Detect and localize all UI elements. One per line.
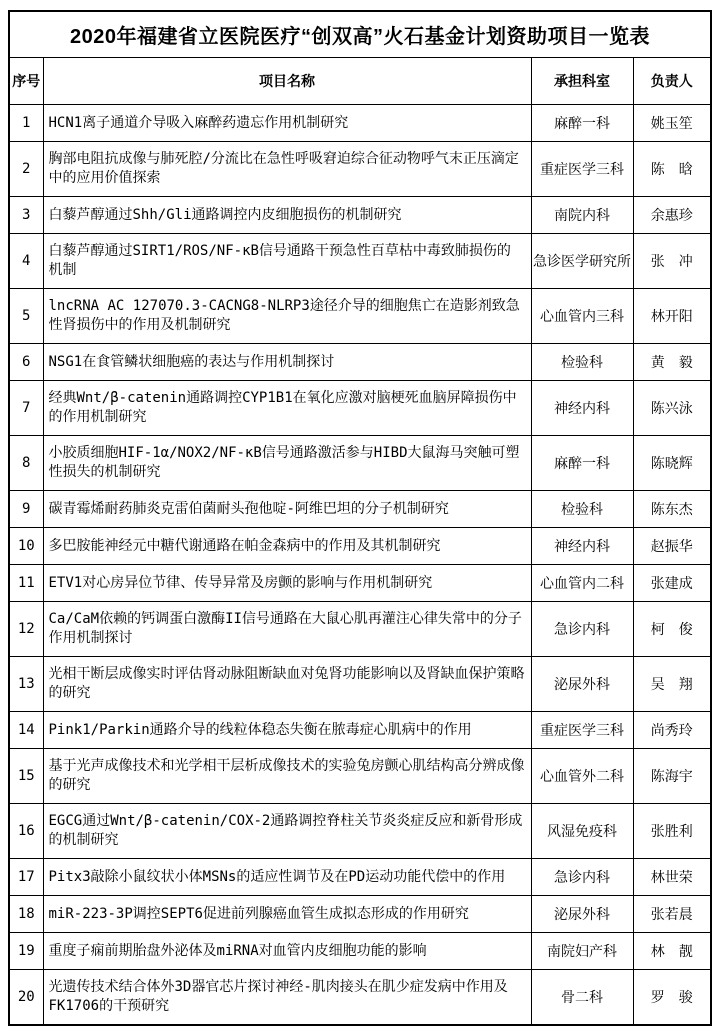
cell-no: 5 xyxy=(9,289,43,344)
table-row xyxy=(9,105,711,142)
cell-leader: 陈海宇 xyxy=(633,749,711,804)
cell-department: 麻醉一科 xyxy=(531,105,633,142)
cell-no: 15 xyxy=(9,749,43,804)
cell-project: Pitx3敲除小鼠纹状小体MSNs的适应性调节及在PD运动功能代偿中的作用 xyxy=(43,859,531,896)
cell-leader: 吴 翔 xyxy=(633,657,711,712)
cell-leader: 张胜利 xyxy=(633,804,711,859)
header-row xyxy=(9,58,711,105)
cell-no: 20 xyxy=(9,970,43,1026)
table-row xyxy=(9,804,711,859)
cell-department: 骨二科 xyxy=(531,970,633,1026)
table-row xyxy=(9,749,711,804)
cell-project: 光相干断层成像实时评估肾动脉阻断缺血对兔肾功能影响以及肾缺血保护策略的研究 xyxy=(43,657,531,712)
cell-no: 10 xyxy=(9,528,43,565)
cell-project: NSG1在食管鳞状细胞癌的表达与作用机制探讨 xyxy=(43,344,531,381)
table-row xyxy=(9,896,711,933)
cell-leader: 姚玉笙 xyxy=(633,105,711,142)
cell-project: EGCG通过Wnt/β-catenin/COX-2通路调控脊柱关节炎炎症反应和新骨形成的机制研究 xyxy=(43,804,531,859)
cell-department: 检验科 xyxy=(531,491,633,528)
col-header-department: 承担科室 xyxy=(531,58,633,105)
col-header-leader: 负责人 xyxy=(633,58,711,105)
cell-project: HCN1离子通道介导吸入麻醉药遗忘作用机制研究 xyxy=(43,105,531,142)
table-row xyxy=(9,142,711,197)
table-body xyxy=(9,105,711,1026)
col-header-project: 项目名称 xyxy=(43,58,531,105)
cell-project: 经典Wnt/β-catenin通路调控CYP1B1在氧化应激对脑梗死血脑屏障损伤中的作用机制研究 xyxy=(43,381,531,436)
title-row xyxy=(9,11,711,58)
table-row xyxy=(9,344,711,381)
cell-project: 胸部电阻抗成像与肺死腔/分流比在急性呼吸窘迫综合征动物呼气末正压滴定中的应用价值探索 xyxy=(43,142,531,197)
cell-department: 重症医学三科 xyxy=(531,712,633,749)
cell-department: 南院内科 xyxy=(531,197,633,234)
table-row xyxy=(9,436,711,491)
table-row xyxy=(9,933,711,970)
cell-department: 重症医学三科 xyxy=(531,142,633,197)
table-row xyxy=(9,491,711,528)
cell-no: 16 xyxy=(9,804,43,859)
cell-department: 心血管内二科 xyxy=(531,565,633,602)
cell-no: 13 xyxy=(9,657,43,712)
table-row xyxy=(9,859,711,896)
cell-no: 8 xyxy=(9,436,43,491)
table-title: 2020年福建省立医院医疗“创双高”火石基金计划资助项目一览表 xyxy=(9,11,711,58)
cell-no: 1 xyxy=(9,105,43,142)
cell-no: 9 xyxy=(9,491,43,528)
cell-leader: 陈东杰 xyxy=(633,491,711,528)
cell-no: 11 xyxy=(9,565,43,602)
cell-department: 神经内科 xyxy=(531,528,633,565)
cell-department: 泌尿外科 xyxy=(531,896,633,933)
cell-no: 2 xyxy=(9,142,43,197)
fund-table xyxy=(8,10,712,1026)
table-row xyxy=(9,197,711,234)
cell-leader: 陈兴泳 xyxy=(633,381,711,436)
cell-project: 白藜芦醇通过Shh/Gli通路调控内皮细胞损伤的机制研究 xyxy=(43,197,531,234)
cell-project: miR-223-3P调控SEPT6促进前列腺癌血管生成拟态形成的作用研究 xyxy=(43,896,531,933)
cell-department: 南院妇产科 xyxy=(531,933,633,970)
table-row xyxy=(9,657,711,712)
table-row xyxy=(9,528,711,565)
cell-leader: 余惠珍 xyxy=(633,197,711,234)
cell-project: 光遗传技术结合体外3D器官芯片探讨神经-肌肉接头在肌少症发病中作用及FK1706的干预研究 xyxy=(43,970,531,1026)
table-row xyxy=(9,381,711,436)
cell-project: Pink1/Parkin通路介导的线粒体稳态失衡在脓毒症心肌病中的作用 xyxy=(43,712,531,749)
cell-project: 重度子痫前期胎盘外泌体及miRNA对血管内皮细胞功能的影响 xyxy=(43,933,531,970)
cell-department: 急诊内科 xyxy=(531,859,633,896)
cell-no: 19 xyxy=(9,933,43,970)
cell-no: 3 xyxy=(9,197,43,234)
cell-project: 多巴胺能神经元中糖代谢通路在帕金森病中的作用及其机制研究 xyxy=(43,528,531,565)
cell-leader: 张 冲 xyxy=(633,234,711,289)
cell-leader: 黄 毅 xyxy=(633,344,711,381)
table-row xyxy=(9,234,711,289)
table-row xyxy=(9,289,711,344)
cell-department: 检验科 xyxy=(531,344,633,381)
col-header-no: 序号 xyxy=(9,58,43,105)
cell-leader: 陈晓辉 xyxy=(633,436,711,491)
cell-no: 18 xyxy=(9,896,43,933)
cell-no: 6 xyxy=(9,344,43,381)
cell-department: 泌尿外科 xyxy=(531,657,633,712)
cell-leader: 林开阳 xyxy=(633,289,711,344)
cell-department: 心血管内三科 xyxy=(531,289,633,344)
table-row xyxy=(9,565,711,602)
cell-leader: 罗 骏 xyxy=(633,970,711,1026)
cell-department: 心血管外二科 xyxy=(531,749,633,804)
cell-no: 17 xyxy=(9,859,43,896)
cell-leader: 林 靓 xyxy=(633,933,711,970)
cell-leader: 赵振华 xyxy=(633,528,711,565)
cell-project: lncRNA AC 127070.3-CACNG8-NLRP3途径介导的细胞焦亡在造影剂致急性肾损伤中的作用及机制研究 xyxy=(43,289,531,344)
cell-project: 小胶质细胞HIF-1α/NOX2/NF-κB信号通路激活参与HIBD大鼠海马突触可塑性损失的机制研究 xyxy=(43,436,531,491)
cell-department: 神经内科 xyxy=(531,381,633,436)
cell-leader: 陈 晗 xyxy=(633,142,711,197)
cell-project: ETV1对心房异位节律、传导异常及房颤的影响与作用机制研究 xyxy=(43,565,531,602)
cell-leader: 柯 俊 xyxy=(633,602,711,657)
cell-department: 急诊医学研究所 xyxy=(531,234,633,289)
cell-project: 白藜芦醇通过SIRT1/ROS/NF-κB信号通路干预急性百草枯中毒致肺损伤的机制 xyxy=(43,234,531,289)
cell-department: 急诊内科 xyxy=(531,602,633,657)
cell-leader: 尚秀玲 xyxy=(633,712,711,749)
table-row xyxy=(9,712,711,749)
cell-project: 基于光声成像技术和光学相干层析成像技术的实验兔房颤心肌结构高分辨成像的研究 xyxy=(43,749,531,804)
table-row xyxy=(9,602,711,657)
cell-no: 4 xyxy=(9,234,43,289)
cell-no: 12 xyxy=(9,602,43,657)
cell-project: 碳青霉烯耐药肺炎克雷伯菌耐头孢他啶-阿维巴坦的分子机制研究 xyxy=(43,491,531,528)
cell-leader: 林世荣 xyxy=(633,859,711,896)
table-row xyxy=(9,970,711,1026)
cell-no: 7 xyxy=(9,381,43,436)
cell-no: 14 xyxy=(9,712,43,749)
cell-leader: 张若晨 xyxy=(633,896,711,933)
cell-project: Ca/CaM依赖的钙调蛋白激酶II信号通路在大鼠心肌再灌注心律失常中的分子作用机制探讨 xyxy=(43,602,531,657)
cell-department: 风湿免疫科 xyxy=(531,804,633,859)
cell-leader: 张建成 xyxy=(633,565,711,602)
cell-department: 麻醉一科 xyxy=(531,436,633,491)
